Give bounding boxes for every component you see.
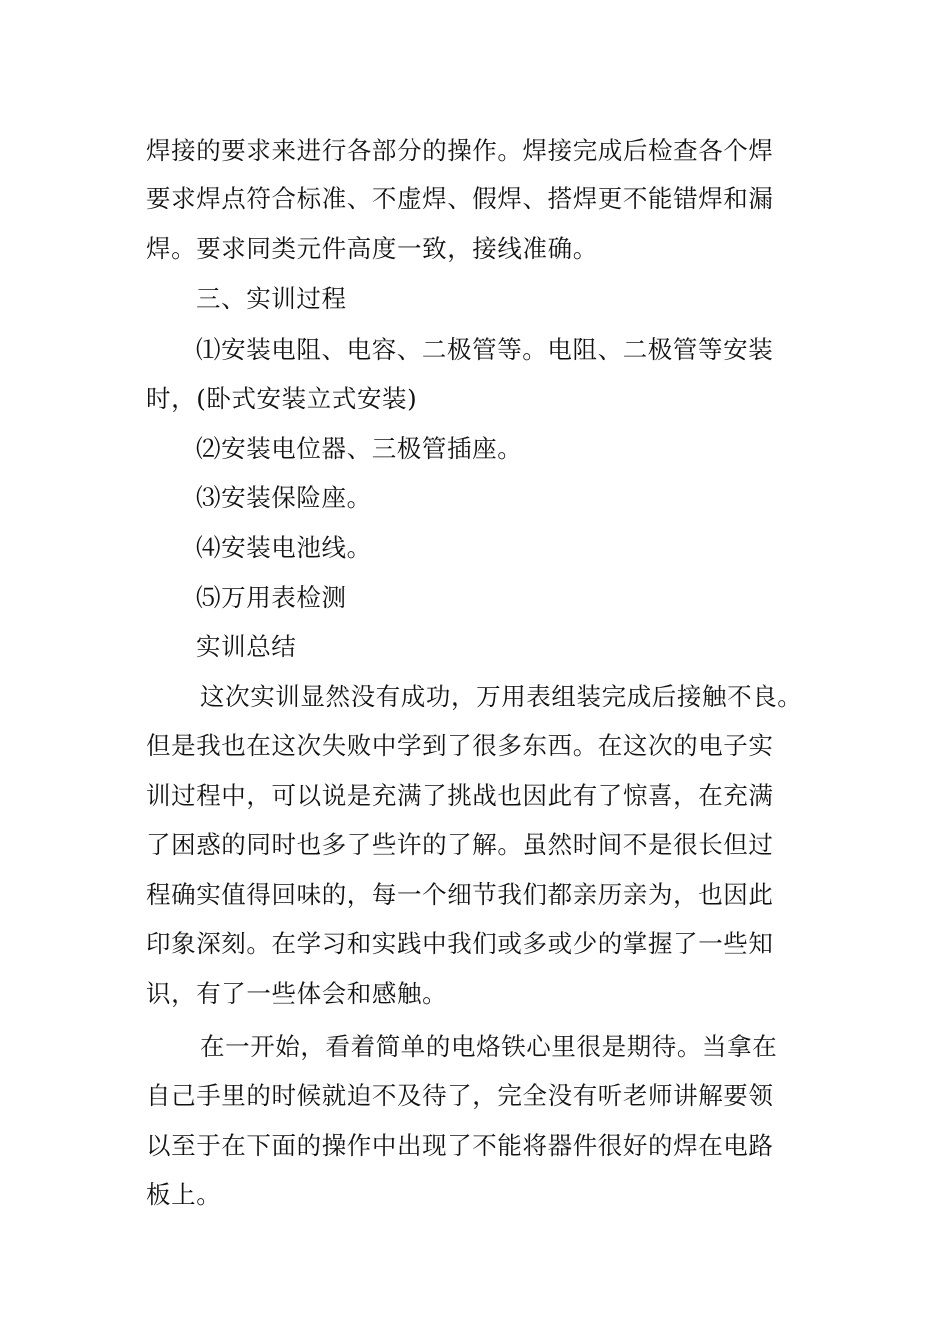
paragraph-line: 程确实值得回味的，每一个细节我们都亲历亲为，也因此: [146, 880, 774, 909]
list-item: ⑵安装电位器、三极管插座。: [196, 434, 523, 463]
list-item: ⑶安装保险座。: [196, 483, 372, 512]
text-line: 要求焊点符合标准、不虚焊、假焊、搭焊更不能错焊和漏: [146, 184, 774, 213]
text-line: 焊接的要求来进行各部分的操作。焊接完成后检查各个焊: [146, 136, 774, 165]
section-heading: 实训总结: [196, 632, 297, 661]
paragraph-line: 但是我也在这次失败中学到了很多东西。在这次的电子实: [146, 731, 774, 760]
paragraph-line: 这次实训显然没有成功，万用表组装完成后接触不良。: [200, 682, 803, 711]
text-line: 时，(卧式安装立式安装): [146, 384, 418, 413]
list-item: ⑴安装电阻、电容、二极管等。电阻、二极管等安装: [196, 335, 774, 364]
paragraph-line: 印象深刻。在学习和实践中我们或多或少的掌握了一些知: [146, 929, 774, 958]
paragraph-line: 以至于在下面的操作中出现了不能将器件很好的焊在电路: [146, 1131, 774, 1160]
list-item: ⑷安装电池线。: [196, 533, 372, 562]
paragraph-line: 自己手里的时候就迫不及待了，完全没有听老师讲解要领: [146, 1081, 774, 1110]
section-heading: 三、实训过程: [196, 284, 347, 313]
paragraph-line: 了困惑的同时也多了些许的了解。虽然时间不是很长但过: [146, 830, 774, 859]
paragraph-line: 训过程中，可以说是充满了挑战也因此有了惊喜，在充满: [146, 781, 774, 810]
paragraph-line: 识，有了一些体会和感触。: [146, 979, 448, 1008]
paragraph-line: 板上。: [146, 1180, 222, 1209]
paragraph-line: 在一开始，看着简单的电烙铁心里很是期待。当拿在: [200, 1032, 778, 1061]
list-item: ⑸万用表检测: [196, 583, 347, 612]
text-line: 焊。要求同类元件高度一致，接线准确。: [146, 234, 598, 263]
